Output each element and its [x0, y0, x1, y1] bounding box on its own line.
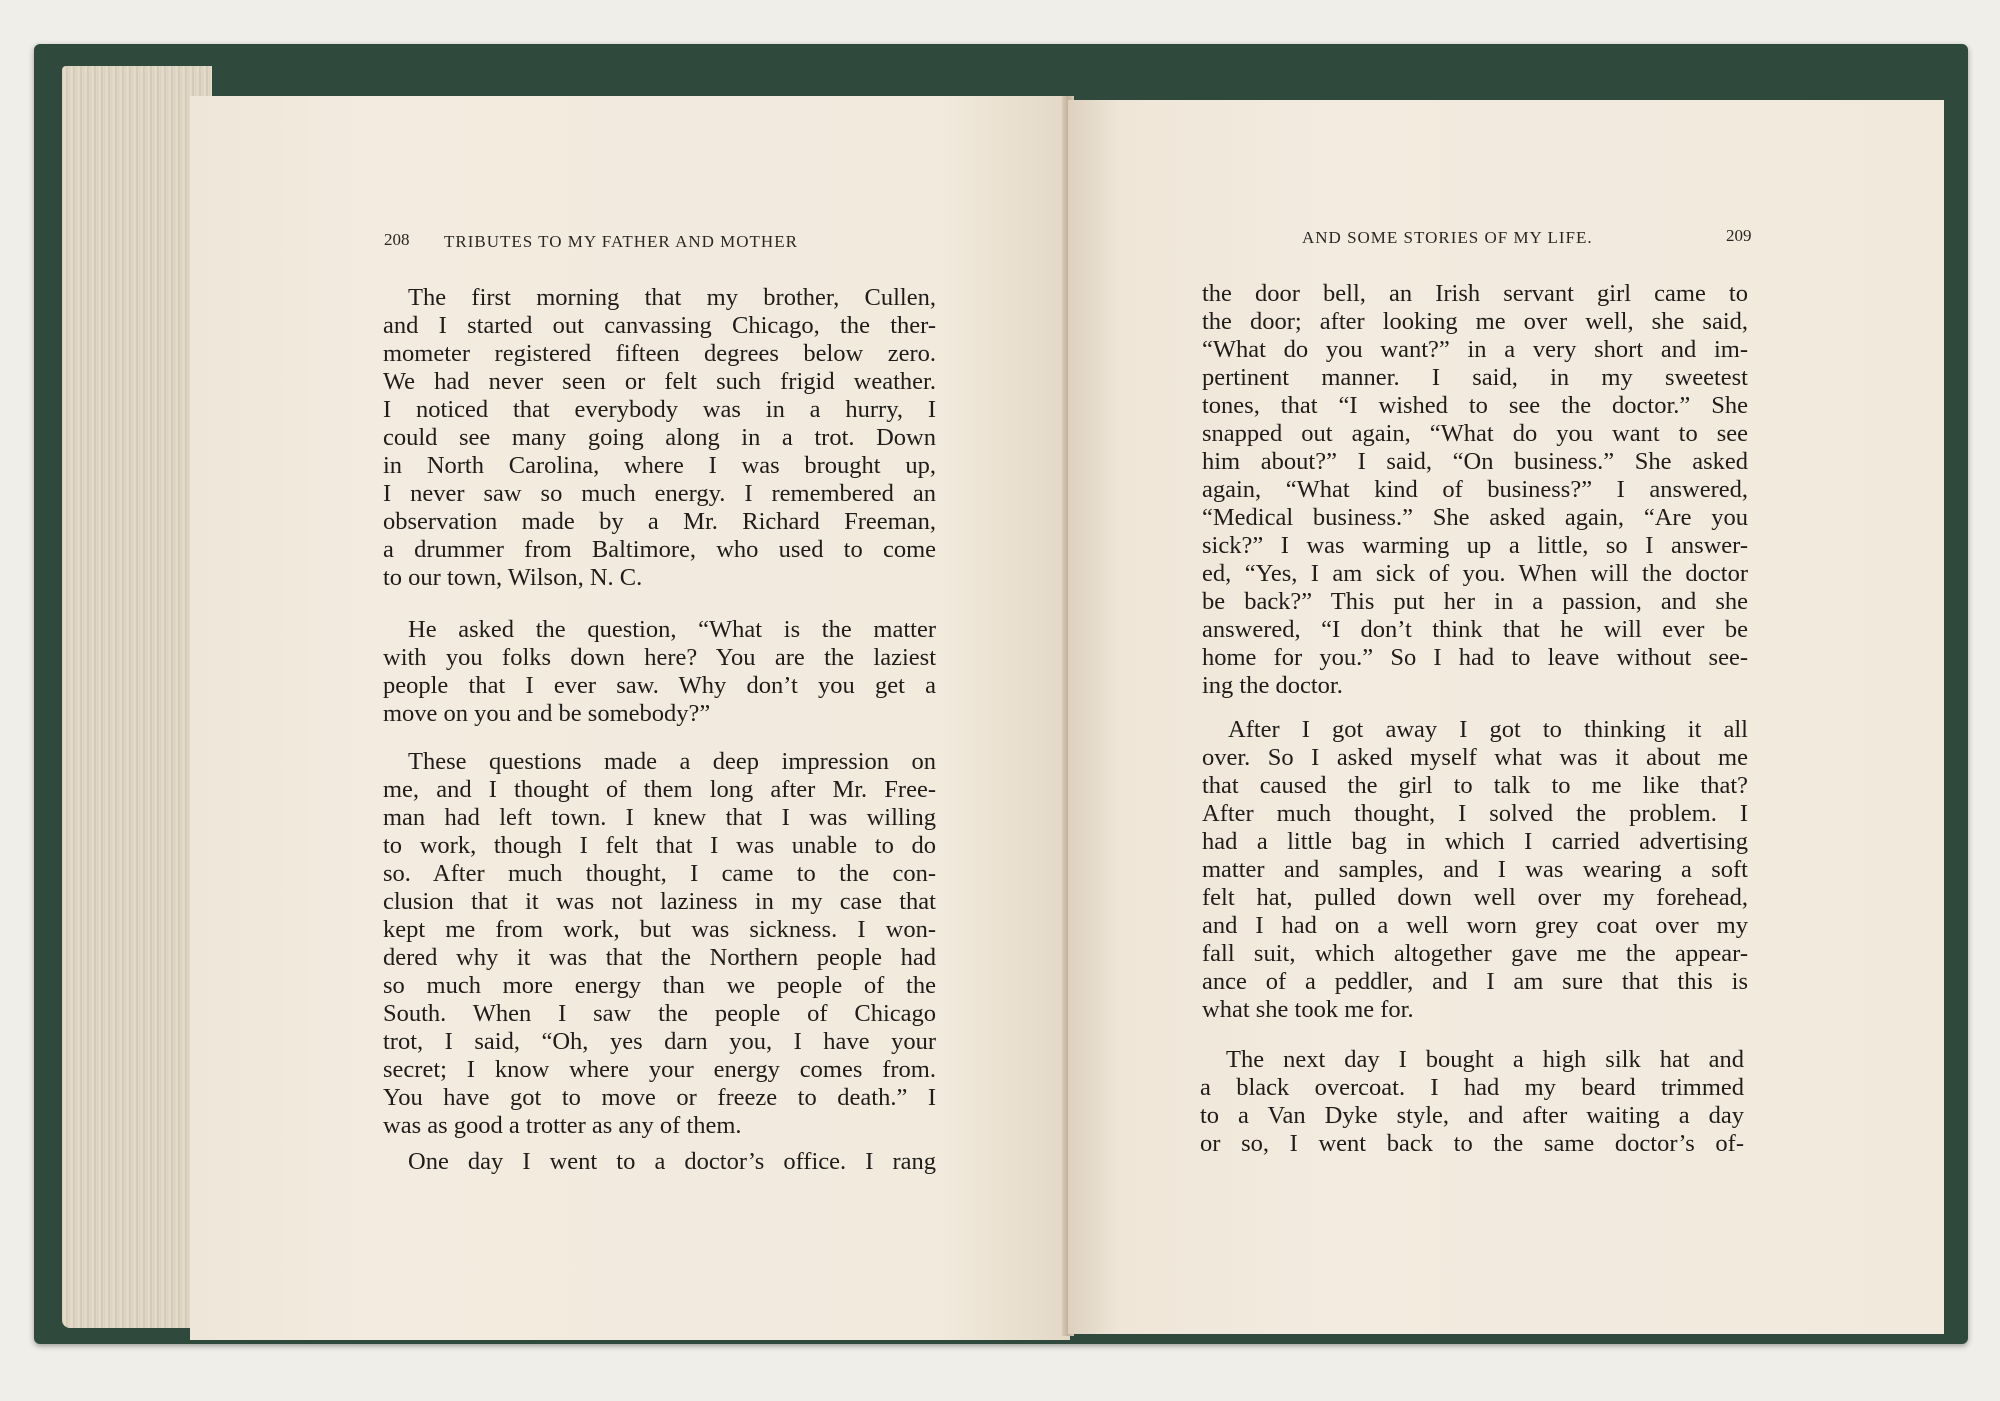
text-line: be back?” This put her in a passion, and she — [1202, 588, 1748, 615]
right-page-number: 209 — [1726, 226, 1752, 245]
text-line: that caused the girl to talk to me like that? — [1202, 772, 1748, 799]
left-page-number: 208 — [384, 230, 410, 249]
text-line: He asked the question, “What is the matter — [408, 616, 936, 643]
text-line: You have got to move or freeze to death.” I — [383, 1084, 936, 1111]
text-line: the door bell, an Irish servant girl came to — [1202, 280, 1748, 307]
text-line: what she took me for. — [1202, 996, 1414, 1023]
text-line: ance of a peddler, and I am sure that this is — [1202, 968, 1748, 995]
text-line: One day I went to a doctor’s office. I rang — [408, 1148, 936, 1175]
text-line: felt hat, pulled down well over my forehead, — [1202, 884, 1748, 911]
text-line: me, and I thought of them long after Mr. Free- — [383, 776, 936, 803]
text-line: over. So I asked myself what was it about me — [1202, 744, 1748, 771]
text-line: a black overcoat. I had my beard trimmed — [1200, 1074, 1744, 1101]
text-line: After I got away I got to thinking it all — [1228, 716, 1748, 743]
text-line: ing the doctor. — [1202, 672, 1343, 699]
text-line: in North Carolina, where I was brought up, — [383, 452, 936, 479]
left-running-head: TRIBUTES TO MY FATHER AND MOTHER — [444, 232, 798, 251]
text-line: a drummer from Baltimore, who used to come — [383, 536, 936, 563]
text-line: to our town, Wilson, N. C. — [383, 564, 643, 591]
text-line: “What do you want?” in a very short and im- — [1202, 336, 1748, 363]
text-line: with you folks down here? You are the laziest — [383, 644, 936, 671]
text-line: observation made by a Mr. Richard Freeman, — [383, 508, 936, 535]
text-line: We had never seen or felt such frigid weather. — [383, 368, 936, 395]
text-line: people that I ever saw. Why don’t you get a — [383, 672, 936, 699]
text-line: After much thought, I solved the problem. I — [1202, 800, 1748, 827]
text-line: man had left town. I knew that I was willing — [383, 804, 936, 831]
text-line: had a little bag in which I carried advertising — [1202, 828, 1748, 855]
text-line: secret; I know where your energy comes from. — [383, 1056, 936, 1083]
text-line: mometer registered fifteen degrees below zero. — [383, 340, 936, 367]
text-line: or so, I went back to the same doctor’s of- — [1200, 1130, 1744, 1157]
text-line: The next day I bought a high silk hat and — [1226, 1046, 1744, 1073]
text-line: sick?” I was warming up a little, so I answer- — [1202, 532, 1748, 559]
text-line: again, “What kind of business?” I answered, — [1202, 476, 1748, 503]
text-line: answered, “I don’t think that he will ever be — [1202, 616, 1748, 643]
text-line: clusion that it was not laziness in my case that — [383, 888, 936, 915]
text-line: the door; after looking me over well, she said, — [1202, 308, 1748, 335]
text-line: and I had on a well worn grey coat over my — [1202, 912, 1748, 939]
text-line: to work, though I felt that I was unable to do — [383, 832, 936, 859]
right-running-head: AND SOME STORIES OF MY LIFE. — [1302, 228, 1593, 247]
text-line: him about?” I said, “On business.” She asked — [1202, 448, 1748, 475]
text-line: These questions made a deep impression on — [408, 748, 936, 775]
text-line: snapped out again, “What do you want to see — [1202, 420, 1748, 447]
text-line: The first morning that my brother, Cullen, — [408, 284, 936, 311]
text-line: tones, that “I wished to see the doctor.” She — [1202, 392, 1748, 419]
text-line: ed, “Yes, I am sick of you. When will the doctor — [1202, 560, 1748, 587]
text-line: I never saw so much energy. I remembered an — [383, 480, 936, 507]
text-line: kept me from work, but was sickness. I won- — [383, 916, 936, 943]
text-line: to a Van Dyke style, and after waiting a day — [1200, 1102, 1744, 1129]
text-line: home for you.” So I had to leave without see- — [1202, 644, 1748, 671]
text-line: “Medical business.” She asked again, “Are you — [1202, 504, 1748, 531]
text-line: and I started out canvassing Chicago, the ther- — [383, 312, 936, 339]
text-line: I noticed that everybody was in a hurry, I — [383, 396, 936, 423]
text-line: dered why it was that the Northern people had — [383, 944, 936, 971]
text-line: trot, I said, “Oh, yes darn you, I have your — [383, 1028, 936, 1055]
text-line: could see many going along in a trot. Down — [383, 424, 936, 451]
text-line: so much more energy than we people of the — [383, 972, 936, 999]
text-line: was as good a trotter as any of them. — [383, 1112, 742, 1139]
text-line: move on you and be somebody?” — [383, 700, 711, 727]
text-line: fall suit, which altogether gave me the appear- — [1202, 940, 1748, 967]
text-line: pertinent manner. I said, in my sweetest — [1202, 364, 1748, 391]
text-line: matter and samples, and I was wearing a soft — [1202, 856, 1748, 883]
text-line: so. After much thought, I came to the con- — [383, 860, 936, 887]
text-line: South. When I saw the people of Chicago — [383, 1000, 936, 1027]
